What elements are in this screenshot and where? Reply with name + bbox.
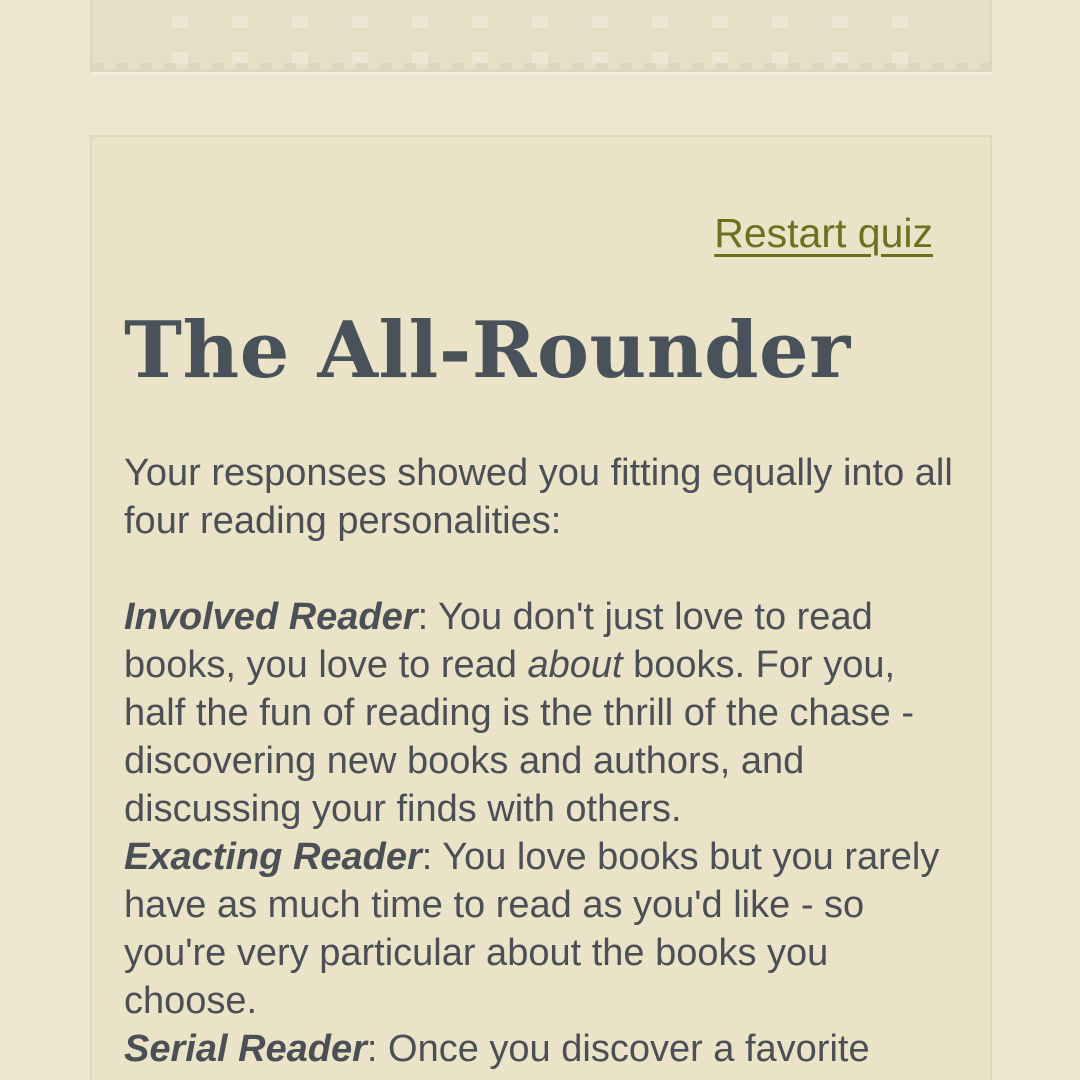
personality-name: Exacting Reader <box>124 836 422 878</box>
personality-name: Serial Reader <box>124 1028 367 1070</box>
personality-item <box>124 833 965 1025</box>
restart-row <box>124 209 933 257</box>
quiz-result-card <box>90 135 992 1080</box>
previous-card-remnant <box>90 0 992 72</box>
personality-description: : Once you discover a favorite <box>366 1028 870 1070</box>
personality-description: : You don't just love to read books, you love to read about books. For you, half the fun of reading is the thrill of the chase - discovering new books and authors, and discussing your finds with others. <box>124 596 915 830</box>
personality-item <box>124 593 965 833</box>
result-intro: Your responses showed you fitting equally into all four reading personalities: <box>124 452 953 542</box>
card-bottom-edge-pattern <box>92 63 990 70</box>
result-title: The All-Rounder <box>124 305 851 396</box>
personality-list <box>124 593 965 1073</box>
restart-quiz-link[interactable]: Restart quiz <box>714 210 933 256</box>
faded-content-row <box>172 16 950 28</box>
personality-name: Involved Reader <box>124 596 418 638</box>
personality-item <box>124 1025 965 1073</box>
personality-description: : You love books but you rarely have as much time to read as you'd like - so you're very particular about the books you choose. <box>124 836 940 1022</box>
